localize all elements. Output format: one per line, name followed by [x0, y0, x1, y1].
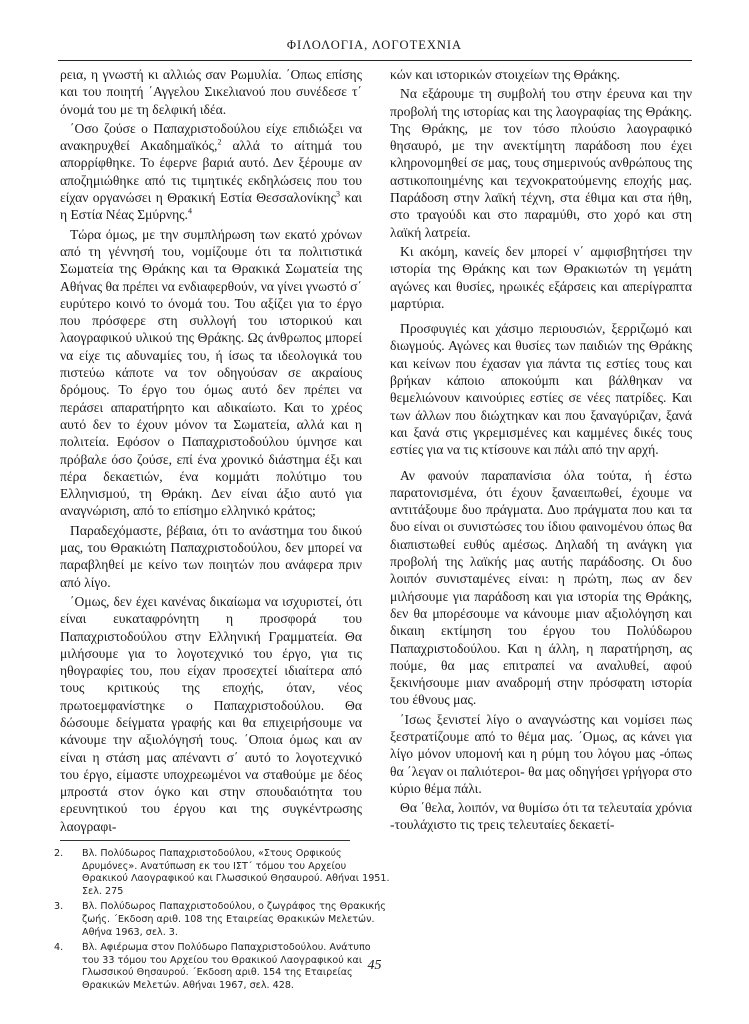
paragraph: ρεια, η γνωστή κι αλλιώς σαν Ρωμυλία. ΄Οπως επίσης και του ποιητή ΄Αγγελου Σικελιανού που συνέδεσε τ΄ όνομά του με τη δελφική ιδέα. [60, 67, 362, 117]
paragraph [60, 120, 362, 224]
page-number: 45 [367, 958, 382, 973]
paragraph: Θα ΄θελα, λοιπόν, να θυμίσω ότι τα τελευταία χρόνια -τουλάχιστο τις τρεις τελευταίες δεκαετί- [390, 800, 692, 833]
left-column [60, 66, 362, 835]
paragraph: Αν φανούν παραπανίσια όλα τούτα, ή έστω παρατονισμένα, ότι έχουν ξαναειπωθεί, έχουμε να αντιτάξουμε δυο πράγματα. Δυο πράγματα που και τα δυο είναι οι συνιστώσες του ίδιου φαινομένου όπως θα διαπιστωθεί ευθύς αμέσως. Δηλαδή τη ανάγκη για προβολή της λαϊκής μας αυτής παράδοσης. Οι δυο λοιπόν συνισταμένες είναι: η πρώτη, πως αν δεν μιλήσουμε για παράδοση και για ιστορία της Θράκης, δεν θα μπορέσουμε να κάνουμε μιαν αξιολόγηση και δικαιη εκτίμηση του έργου του Πολύδωρου Παπαχριστοδούλου. Και η άλλη, η παρατήρηση, ας πούμε, θα μας επιτραπεί να αναλυθεί, αφού ξεκινήσουμε μιαν αναδρομή στην πρόσφατη ιστορία του έθνους μας. [390, 467, 692, 708]
paragraph: Κι ακόμη, κανείς δεν μπορεί ν΄ αμφισβητήσει την ιστορία της Θράκης και των Θρακιωτών τη γεμάτη αγώνες και θυσίες, ηρωικές εξάρσεις και απερίγραπτα μαρτύρια. [390, 243, 692, 311]
footnote-number: 4. [54, 942, 64, 954]
paragraph: κών και ιστορικών στοιχείων της Θράκης. [390, 67, 620, 82]
footnote-text: Βλ. Πολύδωρος Παπαχριστοδούλου, «Στους Ορφικούς Δρυμόνες». Ανατύπωση εκ του ΙΣΤ΄ τόμου του Αρχείου Θρακικού Λαογραφικού και Γλωσσικού Θησαυρού. Αθήναι 1951. Σελ. 275 [82, 848, 390, 897]
running-header: ΦΙΛΟΛΟΓΙΑ, ΛΟΓΟΤΕΧΝΙΑ [286, 38, 463, 52]
footnote-text: Βλ. Πολύδωρος Παπαχριστοδούλου, ο ζωγράφος της Θρακικής ζωής. ΄Εκδοση αριθ. 108 της Εταιρείας Θρακικών Μελετών. Αθήνα 1963, σελ. 3. [82, 901, 386, 938]
right-column [390, 66, 692, 834]
footnote-mark: 3 [336, 189, 341, 199]
paragraph-text: αλλά το αίτημά του απορρίφθηκε. Το έφερνε βαριά αυτό. Δεν ξέρουμε αν αποζημιώθηκε από τις τιμητικές εκδηλώσεις που του είχαν οργανώσει η Θρακική Εστία Θεσσαλονίκης [60, 138, 362, 206]
paragraph-text: και η Εστία Νέας Σμύρνης. [60, 190, 362, 223]
footnote-rule [60, 840, 350, 841]
header-rule [58, 60, 692, 61]
footnote-number: 3. [54, 901, 64, 913]
paragraph: Να εξάρουμε τη συμβολή του στην έρευνα και την προβολή της ιστορίας και της λαογραφίας της Θράκης. Της Θράκης, με τον τόσο πλούσιο λαογραφικό θησαυρό, με την ανεκτίμητη παράδοση που έχει κληρονομηθεί σε μας, τους σημερινούς ανθρώπους της αστικοποιημένης και τεχνοκρατούμενης εποχής μας. Παράδοση στην λαϊκή τέχνη, στα έθιμα και στα ήθη, στο τραγούδι και στο παραμύθι, στο χορό και στη λαϊκή λατρεία. [390, 86, 692, 240]
paragraph: ΄Ομως, δεν έχει κανένας δικαίωμα να ισχυριστεί, ότι είναι ευκαταφρόνητη η προσφορά του Παπαχριστοδούλου στην Ελληνική Γραμματεία. Θα μιλήσουμε για το λογοτεχνικό του έργο, για τις ηθογραφίες του, που είχαν προσεχτεί ιδιαίτερα από τους κριτικούς της εποχής, όταν, νέος πρωτοεμφανίστηκε ο Παπαχριστοδούλου. Θα δώσουμε δείγματα γραφής και θα επιχειρήσουμε να κάνουμε την αξιολόγησή τους. ΄Οποια όμως και αν είναι η στάση μας απέναντι σ΄ αυτό το λογοτεχνικό του έργο, είμαστε υποχρεωμένοι να σταθούμε με δέος μπροστά στον όγκο και στην σπουδαιότητα του ερευνητικού του έργου και της συγκέντρωσης λαογραφι- [60, 593, 362, 834]
paragraph: Παραδεχόμαστε, βέβαια, ότι το ανάστημα του δικού μας, του Θρακιώτη Παπαχριστοδούλου, δεν μπορεί να παραβληθεί με κείνο των ποιητών που ανάφερα πριν από λίγο. [60, 522, 362, 590]
footnote [54, 848, 390, 898]
footnote-number: 2. [54, 848, 64, 859]
paragraph: Τώρα όμως, με την συμπλήρωση των εκατό χρόνων από τη γέννησή του, νομίζουμε ότι τα πολιτιστικά Σωματεία της Θράκης και τα Θρακικά Σωματεία της Αθήνας θα πρέπει να ενδιαφερθούν, να γίνει γνωστό σ΄ ευρύτερο κοινό το όνομά του. Του αξίζει για το έργο που πρόσφερε στη συλλογή του ιστορικού και λαογραφικού υλικού της Θράκης. Ως άνθρωπος μπορεί να είχε τις αδυναμίες του, ή ίσως τα ιδεολογικά του πιστεύω κάποτε να τον οδηγούσαν σε ακραίους δρόμους. Το έργο του όμως αυτό δεν πρέπει να περάσει απαρατήρητο και αδικαίωτο. Και το χρέος αυτό δεν το έχουν μόνον τα Σωματεία, αλλά και η πολιτεία. Εφόσον ο Παπαχριστοδούλου ύμνησε και πρόβαλε όσο ζούσε, επί ένα χρονικό διάστημα έξι και πέρα δεκαετιών, ένα κομμάτι πολύτιμο του Ελληνισμού, τη Θράκη. Δεν είναι άξιο αυτό για αναγνώριση, από το επίσημο ελληνικό κράτος; [60, 226, 362, 519]
paragraph: Προσφυγιές και χάσιμο περιουσιών, ξερριζωμό και διωγμούς. Αγώνες και θυσίες των παιδιών της Θράκης και κείνων που έχασαν για πάντα τις εστίες τους και βρήκαν κάποιο αποκούμπι και βάλθηκαν να θεμελιώνουν καινούριες εστίες σε νέες πατρίδες. Και των άλλων που διώχτηκαν και που ξαναγύριζαν, ξανά και ξανά στις γκρεμισμένες και καμμένες δικές τους εστίες για να τις κτίσουνε και πάλι από την αρχή. [390, 321, 692, 458]
paragraph: ΄Ισως ξενιστεί λίγο ο αναγνώστης και νομίσει πως ξεστρατίζουμε από το θέμα μας. ΄Ομως, ας κάνει για λίγο μόνον υπομονή και η ρύμη του λόγου μας -όπως θα ΄λεγαν οι παλιότεροι- θα μας οδηγήσει γρήγορα στο κύριο θέμα πάλι. [390, 711, 692, 796]
footnote [54, 901, 390, 939]
paragraph-text: ΄Οσο ζούσε ο Παπαχριστοδούλου είχε επιδιώξει να ανακηρυχθεί Ακαδημαϊκός, [60, 120, 362, 154]
footnote-text: Βλ. Αφιέρωμα στον Πολύδωρο Παπαχριστοδούλου. Ανάτυπο του 33 τόμου του Αρχείου του Θρακικού Λαογραφικού και Γλωσσικού Θησαυρού. ΄Εκδοση αριθ. 154 της Εταιρείας Θρακικών Μελετών. Αθήναι 1967, σελ. 428. [82, 942, 371, 991]
footnote-mark: 2 [217, 137, 222, 147]
footnote-mark: 4 [187, 206, 192, 216]
